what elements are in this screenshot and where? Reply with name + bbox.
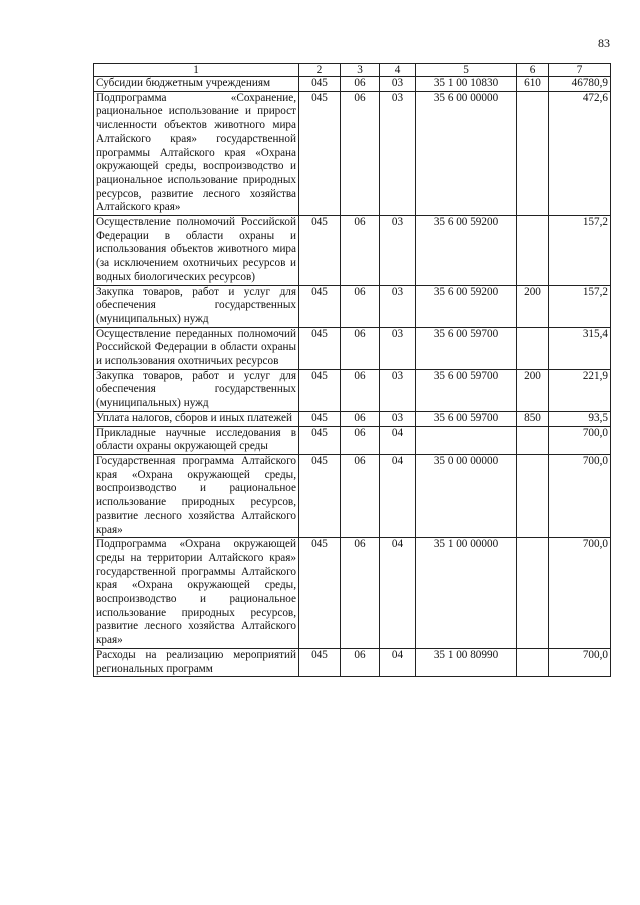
row-target-article: 35 6 00 59700 <box>416 369 517 411</box>
row-amount: 93,5 <box>549 411 611 426</box>
row-target-article: 35 6 00 59700 <box>416 327 517 369</box>
table-row <box>94 648 611 676</box>
row-section-code: 06 <box>341 454 380 537</box>
column-header-6: 6 <box>517 64 549 77</box>
row-expense-type <box>517 538 549 649</box>
row-target-article: 35 6 00 59200 <box>416 216 517 286</box>
table-row <box>94 454 611 537</box>
row-ministry-code: 045 <box>299 285 341 327</box>
row-section-code: 06 <box>341 369 380 411</box>
row-ministry-code: 045 <box>299 454 341 537</box>
row-subsection-code: 03 <box>380 369 416 411</box>
row-name: Уплата налогов, сборов и иных платежей <box>94 411 299 426</box>
row-section-code: 06 <box>341 216 380 286</box>
row-subsection-code: 03 <box>380 216 416 286</box>
row-ministry-code: 045 <box>299 426 341 454</box>
row-subsection-code: 04 <box>380 538 416 649</box>
row-amount: 46780,9 <box>549 77 611 92</box>
row-name: Субсидии бюджетным учреждениям <box>94 77 299 92</box>
row-target-article: 35 6 00 59700 <box>416 411 517 426</box>
row-name: Государственная программа Алтайского края «Охрана окружающей среды, воспроизводство и рациональное использование природных ресурсов, развитие лесного хозяйства Алтайского края» <box>94 454 299 537</box>
row-target-article: 35 1 00 80990 <box>416 648 517 676</box>
row-name: Закупка товаров, работ и услуг для обеспечения государственных (муниципальных) нужд <box>94 369 299 411</box>
row-expense-type <box>517 216 549 286</box>
row-name: Расходы на реализацию мероприятий региональных программ <box>94 648 299 676</box>
table-row <box>94 426 611 454</box>
row-expense-type <box>517 91 549 215</box>
row-section-code: 06 <box>341 411 380 426</box>
table-row <box>94 91 611 215</box>
row-ministry-code: 045 <box>299 327 341 369</box>
row-section-code: 06 <box>341 285 380 327</box>
row-name: Прикладные научные исследования в области охраны окружающей среды <box>94 426 299 454</box>
table-row <box>94 285 611 327</box>
row-subsection-code: 03 <box>380 91 416 215</box>
page-number: 83 <box>598 36 610 50</box>
row-target-article: 35 0 00 00000 <box>416 454 517 537</box>
column-header-1: 1 <box>94 64 299 77</box>
row-section-code: 06 <box>341 77 380 92</box>
row-subsection-code: 04 <box>380 648 416 676</box>
table-row <box>94 327 611 369</box>
row-expense-type <box>517 648 549 676</box>
row-subsection-code: 03 <box>380 77 416 92</box>
row-name: Осуществление переданных полномочий Российской Федерации в области охраны и использования охотничьих ресурсов <box>94 327 299 369</box>
row-section-code: 06 <box>341 426 380 454</box>
budget-table <box>93 63 611 677</box>
table-row <box>94 77 611 92</box>
row-expense-type: 610 <box>517 77 549 92</box>
row-target-article: 35 6 00 00000 <box>416 91 517 215</box>
row-name: Подпрограмма «Сохранение, рациональное использование и прирост численности объектов животного мира Алтайского края» государственной программы Алтайского края «Охрана окружающей среды, воспроизводство и рациональное использование природных ресурсов, развитие лесного хозяйства Алтайского края» <box>94 91 299 215</box>
column-header-4: 4 <box>380 64 416 77</box>
column-header-7: 7 <box>549 64 611 77</box>
table-row <box>94 538 611 649</box>
row-subsection-code: 04 <box>380 426 416 454</box>
row-name: Осуществление полномочий Российской Федерации в области охраны и использования объектов животного мира (за исключением охотничьих ресурсов и водных биологических ресурсов) <box>94 216 299 286</box>
row-section-code: 06 <box>341 648 380 676</box>
row-expense-type: 200 <box>517 369 549 411</box>
row-amount: 700,0 <box>549 426 611 454</box>
row-section-code: 06 <box>341 327 380 369</box>
row-expense-type <box>517 327 549 369</box>
row-ministry-code: 045 <box>299 411 341 426</box>
column-header-3: 3 <box>341 64 380 77</box>
row-amount: 157,2 <box>549 285 611 327</box>
row-expense-type: 850 <box>517 411 549 426</box>
row-amount: 221,9 <box>549 369 611 411</box>
row-target-article <box>416 426 517 454</box>
row-target-article: 35 6 00 59200 <box>416 285 517 327</box>
row-ministry-code: 045 <box>299 216 341 286</box>
row-name: Закупка товаров, работ и услуг для обеспечения государственных (муниципальных) нужд <box>94 285 299 327</box>
row-target-article: 35 1 00 10830 <box>416 77 517 92</box>
row-target-article: 35 1 00 00000 <box>416 538 517 649</box>
row-expense-type <box>517 454 549 537</box>
row-amount: 700,0 <box>549 538 611 649</box>
row-ministry-code: 045 <box>299 369 341 411</box>
row-amount: 315,4 <box>549 327 611 369</box>
column-header-2: 2 <box>299 64 341 77</box>
row-subsection-code: 04 <box>380 454 416 537</box>
row-subsection-code: 03 <box>380 411 416 426</box>
row-ministry-code: 045 <box>299 91 341 215</box>
row-amount: 700,0 <box>549 648 611 676</box>
row-section-code: 06 <box>341 538 380 649</box>
table-row <box>94 411 611 426</box>
row-amount: 700,0 <box>549 454 611 537</box>
row-section-code: 06 <box>341 91 380 215</box>
row-ministry-code: 045 <box>299 77 341 92</box>
row-subsection-code: 03 <box>380 327 416 369</box>
row-ministry-code: 045 <box>299 648 341 676</box>
row-subsection-code: 03 <box>380 285 416 327</box>
row-amount: 157,2 <box>549 216 611 286</box>
column-header-5: 5 <box>416 64 517 77</box>
row-ministry-code: 045 <box>299 538 341 649</box>
row-amount: 472,6 <box>549 91 611 215</box>
row-name: Подпрограмма «Охрана окружающей среды на территории Алтайского края» государственной программы Алтайского края «Охрана окружающей среды, воспроизводство и рациональное использование природных ресурсов, развитие лесного хозяйства Алтайского края» <box>94 538 299 649</box>
row-expense-type: 200 <box>517 285 549 327</box>
table-row <box>94 216 611 286</box>
table-header-row <box>94 64 611 77</box>
row-expense-type <box>517 426 549 454</box>
table-row <box>94 369 611 411</box>
